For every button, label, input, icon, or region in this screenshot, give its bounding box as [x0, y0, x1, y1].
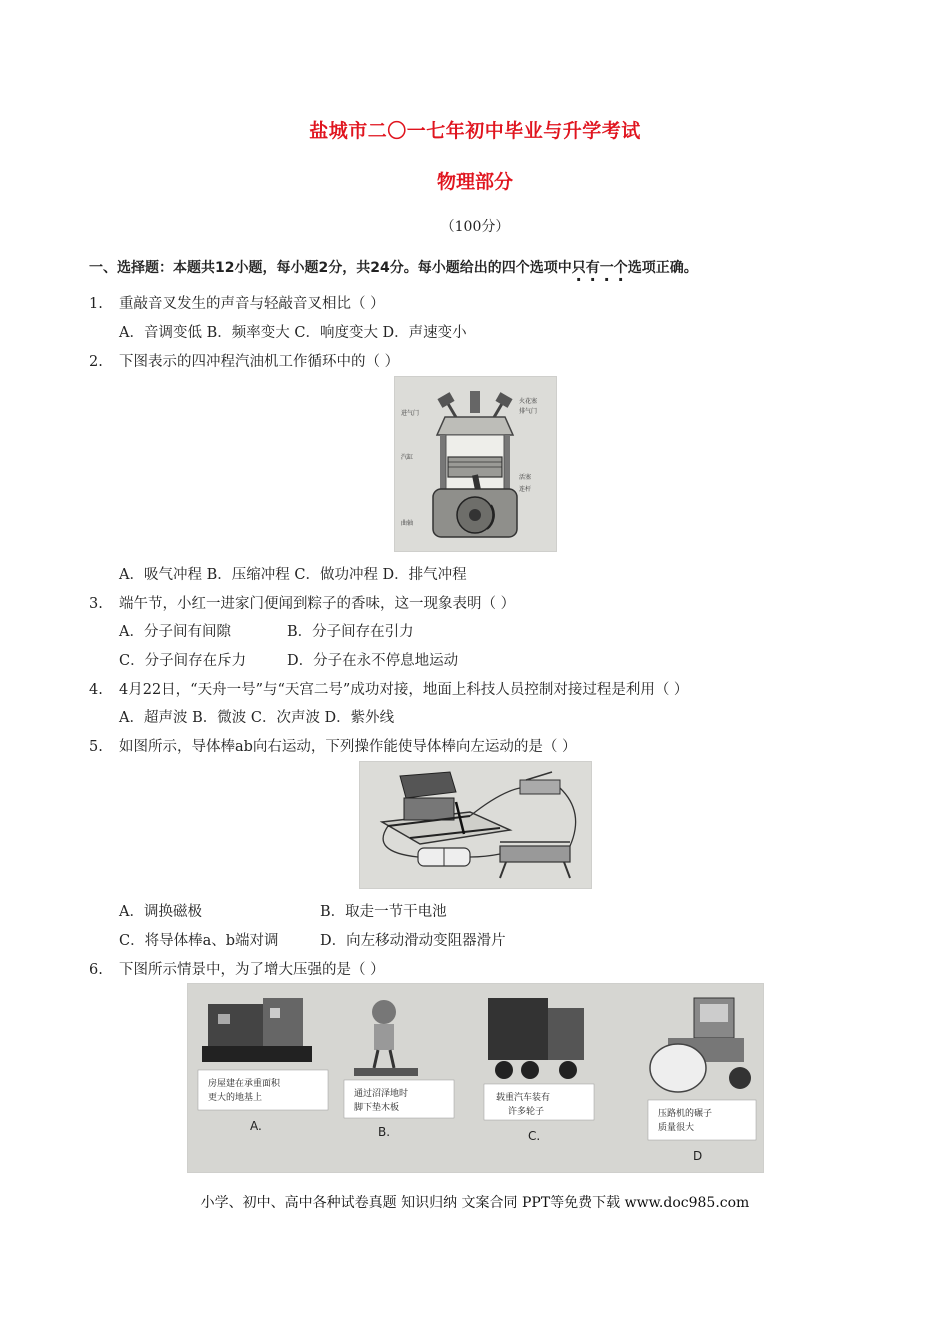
- question-stem: 如图所示，导体棒ab向右运动，下列操作能使导体棒向左运动的是（ ）: [119, 739, 577, 755]
- label-exhaust-valve: 排气门: [519, 408, 538, 415]
- question-3-option-a: A．分子间有间隙: [119, 624, 231, 640]
- question-stem: 下图所示情景中，为了增大压强的是（ ）: [119, 962, 385, 978]
- question-2: [89, 350, 399, 371]
- caption-b-line2: 脚下垫木板: [354, 1103, 400, 1113]
- page-footer: 小学、初中、高中各种试卷真题 知识归纳 文案合同 PPT等免费下载 www.doc985.com: [200, 1195, 750, 1211]
- exam-subtitle: 物理部分: [436, 171, 513, 193]
- total-score: （100分）: [440, 219, 510, 235]
- caption-a-line2: 更大的地基上: [208, 1093, 263, 1103]
- section-text-after: 选项正确。: [627, 260, 698, 276]
- question-5-option-c: C．将导体棒a、b端对调: [119, 933, 279, 949]
- caption-d-letter: D: [693, 1149, 703, 1163]
- question-number: 2.: [89, 354, 103, 370]
- question-number: 1.: [89, 296, 103, 312]
- question-number: 5.: [89, 739, 103, 755]
- question-5-option-b: B．取走一节干电池: [320, 904, 447, 920]
- label-connecting-rod: 连杆: [519, 486, 532, 493]
- emph-char: 只: [571, 260, 586, 276]
- caption-d-line2: 质量很大: [658, 1123, 695, 1133]
- caption-b-letter: B.: [378, 1125, 391, 1139]
- question-3-option-b: B．分子间存在引力: [287, 624, 414, 640]
- circuit-diagram: [360, 762, 591, 888]
- caption-c-letter: C.: [528, 1129, 541, 1143]
- engine-figure: [394, 376, 557, 552]
- caption-d-line1: 压路机的碾子: [658, 1109, 713, 1119]
- question-stem: 4月22日，“天舟一号”与“天宫二号”成功对接，地面上科技人员控制对接过程是利用（ ）: [119, 682, 689, 698]
- question-5: [89, 735, 577, 756]
- label-intake-valve: 进气门: [401, 410, 420, 417]
- question-4-options: A．超声波 B．微波 C．次声波 D．紫外线: [119, 710, 395, 726]
- caption-c-line2: 许多轮子: [508, 1107, 545, 1117]
- label-piston: 活塞: [519, 474, 532, 481]
- question-number: 4.: [89, 682, 103, 698]
- pressure-scenes: [188, 984, 763, 1172]
- caption-a-line1: 房屋建在承重面积: [208, 1079, 281, 1089]
- question-number: 3.: [89, 596, 103, 612]
- question-stem: 重敲音叉发生的声音与轻敲音叉相比（ ）: [119, 296, 385, 312]
- exam-title: 盐城市二〇一七年初中毕业与升学考试: [309, 120, 641, 142]
- label-cylinder: 汽缸: [401, 454, 414, 461]
- question-4: [89, 678, 688, 699]
- question-5-option-a: A．调换磁极: [119, 904, 202, 920]
- emph-char: 一: [599, 260, 614, 276]
- question-5-option-d: D．向左移动滑动变阻器滑片: [320, 933, 506, 949]
- question-3: [89, 592, 515, 613]
- question-6: [89, 958, 385, 979]
- question-3-option-c: C．分子间存在斥力: [119, 653, 247, 669]
- question-stem: 端午节，小红一进家门便闻到粽子的香味，这一现象表明（ ）: [119, 596, 516, 612]
- caption-b-line1: 通过沼泽地时: [354, 1089, 409, 1099]
- label-crankshaft: 曲轴: [401, 520, 414, 527]
- engine-diagram: [395, 377, 556, 551]
- question-number: 6.: [89, 962, 103, 978]
- question-2-options: A．吸气冲程 B．压缩冲程 C．做功冲程 D．排气冲程: [119, 567, 467, 583]
- section-heading: [89, 257, 698, 277]
- emph-char: 有: [585, 260, 600, 276]
- question-stem: 下图表示的四冲程汽油机工作循环中的（ ）: [119, 354, 400, 370]
- caption-a-letter: A.: [250, 1119, 262, 1133]
- caption-c-line1: 载重汽车装有: [496, 1093, 551, 1103]
- circuit-figure: [359, 761, 592, 889]
- emph-char: 个: [613, 260, 628, 276]
- question-3-option-d: D．分子在永不停息地运动: [287, 653, 459, 669]
- question-1-options: A．音调变低 B．频率变大 C．响度变大 D．声速变小: [119, 325, 467, 341]
- label-spark-plug: 火花塞: [519, 398, 538, 405]
- section-text-before: 一、选择题：本题共12小题，每小题2分，共24分。每小题给出的四个选项中: [89, 260, 572, 276]
- question-1: [89, 292, 385, 313]
- pressure-figure: [187, 983, 764, 1173]
